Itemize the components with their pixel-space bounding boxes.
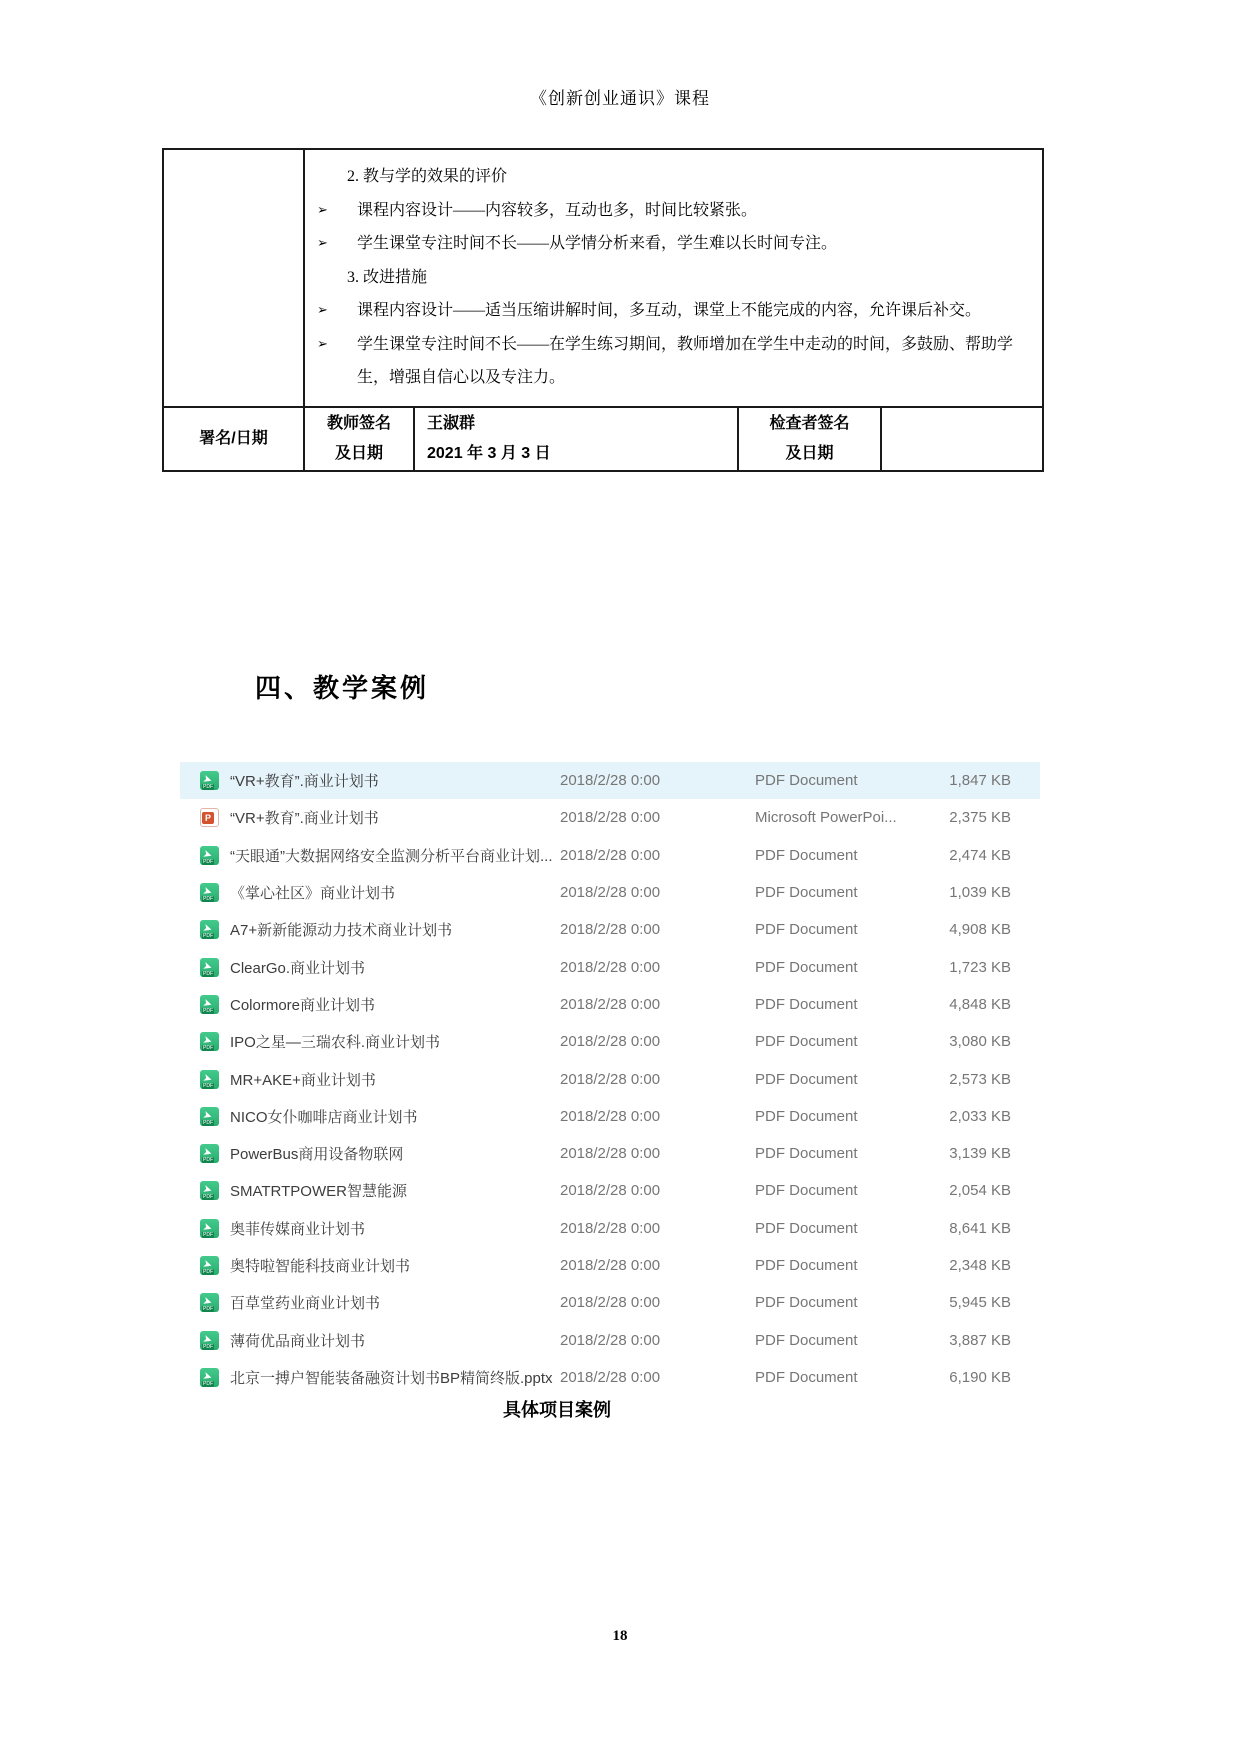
file-date: 2018/2/28 0:00 xyxy=(560,809,661,827)
powerpoint-file-icon xyxy=(200,808,219,827)
file-date: 2018/2/28 0:00 xyxy=(560,1331,661,1349)
pdf-file-icon xyxy=(200,1032,219,1051)
file-size: 2,573 KB xyxy=(949,1070,1011,1088)
file-type: PDF Document xyxy=(755,846,858,864)
file-row[interactable] xyxy=(180,986,1040,1023)
review-line-text: 2. 教与学的效果的评价 xyxy=(347,168,508,185)
pdf-file-icon xyxy=(200,1107,219,1126)
review-line-text: 学生课堂专注时间不长——从学情分析来看，学生难以长时间专注。 xyxy=(357,235,838,252)
file-name: 薄荷优品商业计划书 xyxy=(230,1332,366,1350)
file-row[interactable] xyxy=(180,1359,1040,1396)
file-date: 2018/2/28 0:00 xyxy=(560,1107,661,1125)
file-row[interactable] xyxy=(180,1172,1040,1209)
review-content xyxy=(305,160,1034,395)
file-row[interactable] xyxy=(180,1247,1040,1284)
file-name: “VR+教育”.商业计划书 xyxy=(230,810,379,828)
file-size: 3,080 KB xyxy=(949,1033,1011,1051)
signature-label-cell: 署名/日期 xyxy=(163,407,304,471)
review-line-text: 课程内容设计——内容较多，互动也多，时间比较紧张。 xyxy=(357,201,758,219)
file-type: PDF Document xyxy=(755,1368,858,1386)
document-header: 《创新创业通识》课程 xyxy=(530,89,710,108)
file-type: PDF Document xyxy=(755,1257,858,1274)
file-list xyxy=(180,762,1040,1396)
file-type: PDF Document xyxy=(755,1107,858,1125)
teacher-date: 2021 年 3 月 3 日 xyxy=(427,445,551,462)
file-type: PDF Document xyxy=(755,1331,858,1349)
file-name: PowerBus商用设备物联网 xyxy=(230,1146,404,1164)
file-date: 2018/2/28 0:00 xyxy=(560,772,661,790)
file-type: PDF Document xyxy=(755,958,858,976)
file-size: 1,847 KB xyxy=(949,772,1011,790)
file-name: MR+AKE+商业计划书 xyxy=(230,1071,376,1089)
file-date: 2018/2/28 0:00 xyxy=(560,1070,661,1088)
file-date: 2018/2/28 0:00 xyxy=(560,884,661,902)
table-empty-side-cell xyxy=(163,149,304,407)
file-size: 2,474 KB xyxy=(949,846,1011,864)
inspector-sign-label-line1: 检查者签名 xyxy=(769,415,850,432)
file-type: Microsoft PowerPoi... xyxy=(755,809,897,827)
bullet-arrow-icon: ➢ xyxy=(317,236,328,251)
file-date: 2018/2/28 0:00 xyxy=(560,1294,661,1312)
file-name: “天眼通”大数据网络安全监测分析平台商业计划... xyxy=(230,847,553,865)
file-type: PDF Document xyxy=(755,1033,858,1051)
review-line xyxy=(305,328,1034,395)
teacher-name: 王淑群 xyxy=(427,415,476,432)
pdf-file-icon xyxy=(200,1368,219,1387)
file-name: IPO之星—三瑞农科.商业计划书 xyxy=(230,1034,441,1052)
file-size: 3,887 KB xyxy=(949,1331,1011,1349)
file-date: 2018/2/28 0:00 xyxy=(560,1145,661,1163)
file-size: 4,908 KB xyxy=(949,921,1011,939)
review-line xyxy=(305,160,1034,194)
review-table xyxy=(162,148,1044,472)
file-name: 北京一搏户智能装备融资计划书BP精简终版.pptx xyxy=(230,1369,553,1387)
file-name: ClearGo.商业计划书 xyxy=(230,959,366,977)
bullet-arrow-icon: ➢ xyxy=(317,303,328,318)
file-row[interactable] xyxy=(180,1060,1040,1097)
review-line xyxy=(305,194,1034,228)
file-size: 5,945 KB xyxy=(949,1294,1011,1312)
file-name: “VR+教育”.商业计划书 xyxy=(230,773,379,791)
page-number: 18 xyxy=(612,1628,628,1644)
file-type: PDF Document xyxy=(755,1070,858,1088)
file-row[interactable] xyxy=(180,1135,1040,1172)
file-name: Colormore商业计划书 xyxy=(230,996,376,1014)
file-name: A7+新新能源动力技术商业计划书 xyxy=(230,922,453,940)
file-date: 2018/2/28 0:00 xyxy=(560,1182,661,1200)
file-date: 2018/2/28 0:00 xyxy=(560,846,661,864)
pdf-file-icon xyxy=(200,883,219,902)
review-content-cell xyxy=(304,149,1043,407)
file-size: 1,039 KB xyxy=(949,884,1011,902)
file-size: 2,348 KB xyxy=(949,1257,1011,1274)
review-line xyxy=(305,261,1034,295)
pdf-file-icon xyxy=(200,1219,219,1238)
file-type: PDF Document xyxy=(755,884,858,902)
pdf-file-icon xyxy=(200,1070,219,1089)
file-row[interactable] xyxy=(180,1098,1040,1135)
file-type: PDF Document xyxy=(755,995,858,1013)
teacher-sign-label-line2: 及日期 xyxy=(334,445,383,462)
pdf-file-icon xyxy=(200,1256,219,1275)
bullet-arrow-icon: ➢ xyxy=(317,202,328,218)
file-date: 2018/2/28 0:00 xyxy=(560,958,661,976)
teacher-sign-label-line1: 教师签名 xyxy=(326,415,391,432)
file-name: NICO女仆咖啡店商业计划书 xyxy=(230,1108,418,1126)
pdf-file-icon xyxy=(200,958,219,977)
pdf-file-icon xyxy=(200,1144,219,1163)
pdf-file-icon xyxy=(200,995,219,1014)
file-row[interactable] xyxy=(180,1321,1040,1358)
file-date: 2018/2/28 0:00 xyxy=(560,1368,661,1386)
inspector-signature-cell xyxy=(881,407,1043,471)
file-type: PDF Document xyxy=(755,1145,858,1163)
file-type: PDF Document xyxy=(755,1182,858,1200)
file-size: 2,375 KB xyxy=(949,809,1011,827)
file-row[interactable] xyxy=(180,1023,1040,1060)
file-row[interactable] xyxy=(180,799,1040,836)
file-date: 2018/2/28 0:00 xyxy=(560,1033,661,1051)
file-size: 2,033 KB xyxy=(949,1107,1011,1125)
file-row[interactable] xyxy=(180,837,1040,874)
file-name: 奥特啦智能科技商业计划书 xyxy=(230,1258,411,1275)
file-row[interactable] xyxy=(180,911,1040,948)
teacher-signature-cell xyxy=(414,407,738,471)
file-row[interactable] xyxy=(180,762,1040,799)
pdf-file-icon xyxy=(200,846,219,865)
review-line-text: 3. 改进措施 xyxy=(347,268,428,286)
file-name: 《掌心社区》商业计划书 xyxy=(230,885,396,903)
file-size: 4,848 KB xyxy=(949,995,1011,1013)
file-type: PDF Document xyxy=(755,921,858,939)
pdf-file-icon xyxy=(200,1293,219,1312)
review-line-text: 学生课堂专注时间不长——在学生练习期间，教师增加在学生中走动的时间，多鼓励、帮助学生，增强自信心以及专注力。 xyxy=(357,335,1014,386)
file-row[interactable] xyxy=(180,1210,1040,1247)
file-name: 奥菲传媒商业计划书 xyxy=(230,1220,366,1238)
file-size: 6,190 KB xyxy=(949,1368,1011,1386)
inspector-sign-label-line2: 及日期 xyxy=(785,445,834,462)
file-name: SMATRTPOWER智慧能源 xyxy=(230,1183,407,1201)
file-date: 2018/2/28 0:00 xyxy=(560,995,661,1013)
file-date: 2018/2/28 0:00 xyxy=(560,921,661,939)
file-name: 百草堂药业商业计划书 xyxy=(230,1295,381,1313)
file-size: 2,054 KB xyxy=(949,1182,1011,1200)
file-list-caption: 具体项目案例 xyxy=(503,1400,611,1420)
file-type: PDF Document xyxy=(755,1294,858,1312)
section-title: 四、教学案例 xyxy=(255,673,430,703)
bullet-arrow-icon: ➢ xyxy=(317,336,328,352)
pdf-file-icon xyxy=(200,1181,219,1200)
pdf-file-icon xyxy=(200,1331,219,1350)
file-row[interactable] xyxy=(180,948,1040,985)
file-type: PDF Document xyxy=(755,1219,858,1237)
file-row[interactable] xyxy=(180,1284,1040,1321)
review-line xyxy=(305,227,1034,261)
file-size: 3,139 KB xyxy=(949,1145,1011,1163)
file-row[interactable] xyxy=(180,874,1040,911)
inspector-sign-label-cell xyxy=(738,407,881,471)
pdf-file-icon xyxy=(200,920,219,939)
file-size: 8,641 KB xyxy=(949,1219,1011,1237)
pdf-file-icon xyxy=(200,771,219,790)
file-date: 2018/2/28 0:00 xyxy=(560,1257,661,1274)
teacher-sign-label-cell xyxy=(304,407,414,471)
file-size: 1,723 KB xyxy=(949,958,1011,976)
review-line-text: 课程内容设计——适当压缩讲解时间，多互动，课堂上不能完成的内容，允许课后补交。 xyxy=(357,302,982,319)
review-line xyxy=(305,294,1034,328)
file-date: 2018/2/28 0:00 xyxy=(560,1219,661,1237)
file-type: PDF Document xyxy=(755,772,858,790)
